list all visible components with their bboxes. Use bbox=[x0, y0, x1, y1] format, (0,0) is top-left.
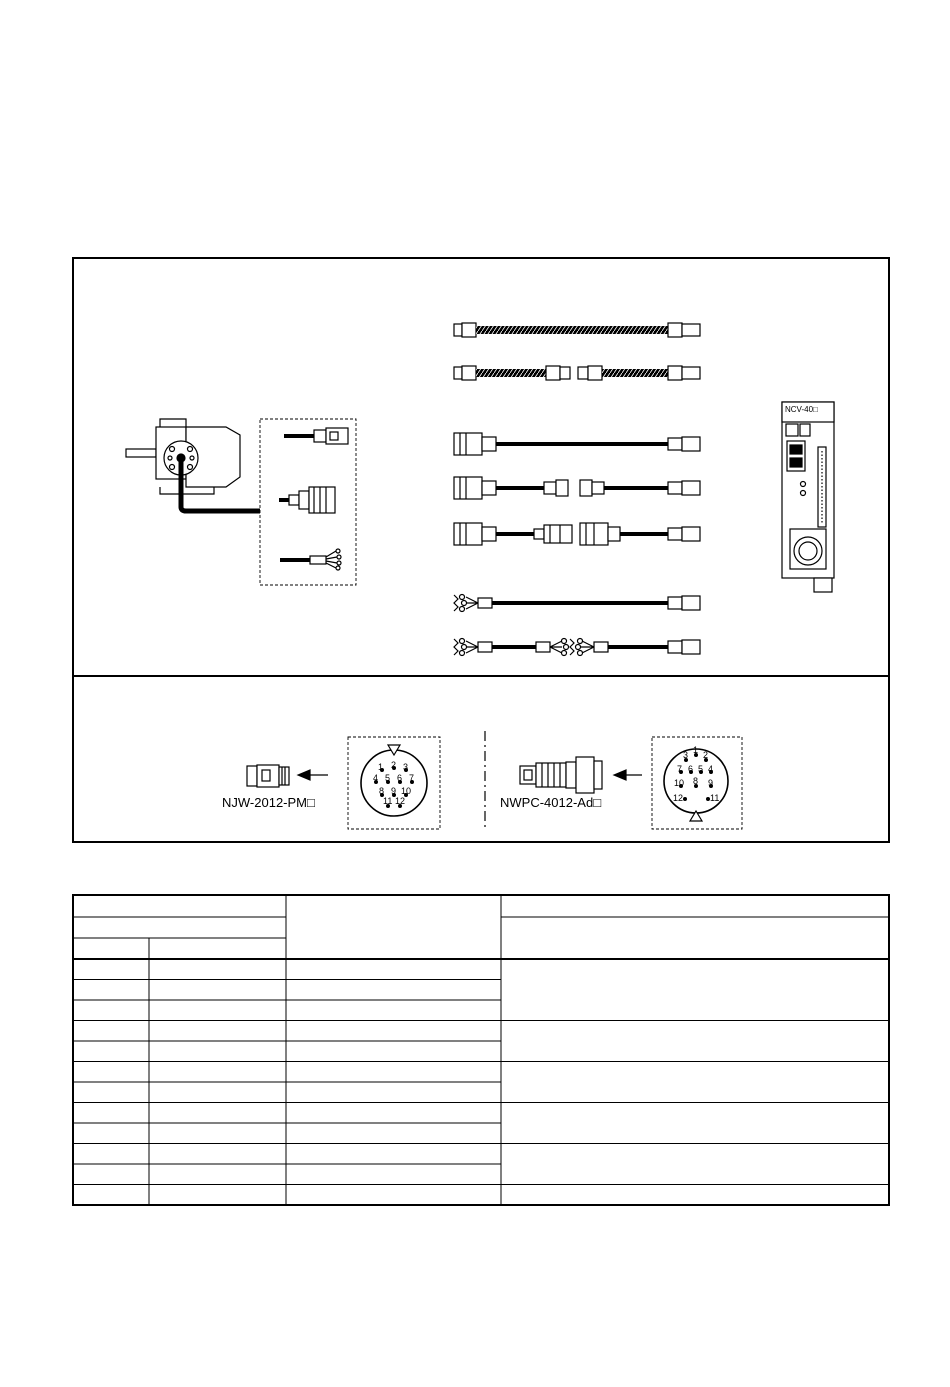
pin-label: 12 bbox=[395, 796, 406, 806]
section-divider bbox=[74, 675, 888, 677]
pin-label: 10 bbox=[401, 786, 412, 796]
pin-label: 1 bbox=[693, 745, 699, 755]
cable-row-5 bbox=[454, 523, 700, 545]
motor-connector-1 bbox=[284, 428, 348, 444]
motor-illustration bbox=[126, 419, 260, 511]
motor-connector-3-flying-leads bbox=[280, 549, 341, 570]
pin-label: 3 bbox=[403, 762, 409, 772]
cable-row-6 bbox=[454, 595, 700, 612]
pin-label: 1 bbox=[378, 762, 384, 772]
pin-label: 4 bbox=[373, 773, 379, 783]
pin-label: 6 bbox=[688, 764, 694, 774]
connector-model-label-right: NWPC-4012-Ad□ bbox=[500, 795, 602, 810]
pin-label: 11 bbox=[383, 796, 393, 806]
table-grid bbox=[74, 896, 888, 1204]
specification-table bbox=[72, 894, 890, 1206]
pin-label: 6 bbox=[397, 773, 403, 783]
pin-label: 9 bbox=[708, 778, 714, 788]
pin-label: 10 bbox=[674, 778, 685, 788]
cable-row-4 bbox=[454, 477, 700, 499]
pin-label: 12 bbox=[673, 793, 684, 803]
diagram-artwork bbox=[74, 259, 888, 841]
controller-unit bbox=[782, 402, 834, 592]
connector-plug-nwpc bbox=[520, 757, 602, 793]
connector-plug-njw bbox=[247, 765, 289, 787]
system-configuration-diagram bbox=[72, 257, 890, 843]
motor-connector-2 bbox=[279, 487, 335, 513]
pin-label: 5 bbox=[385, 773, 391, 783]
pin-label: 8 bbox=[693, 776, 699, 786]
cable-row-3 bbox=[454, 433, 700, 455]
cable-row-2 bbox=[454, 366, 700, 380]
pin-label: 7 bbox=[677, 764, 683, 774]
controller-label: NCV-40□ bbox=[785, 405, 818, 414]
pin-label: 2 bbox=[391, 760, 397, 770]
cable-row-7 bbox=[454, 639, 700, 656]
pin-label: 4 bbox=[708, 764, 714, 774]
pin-label: 5 bbox=[698, 764, 704, 774]
pin-label: 7 bbox=[409, 773, 415, 783]
pin-label: 3 bbox=[683, 750, 689, 760]
arrow-left-1 bbox=[298, 770, 328, 780]
pin-label: 2 bbox=[703, 750, 709, 760]
arrow-left-2 bbox=[614, 770, 642, 780]
pin-label: 11 bbox=[710, 793, 720, 803]
pin-label: 8 bbox=[379, 786, 385, 796]
pin-label: 9 bbox=[391, 786, 397, 796]
connector-model-label-left: NJW-2012-PM□ bbox=[222, 795, 315, 810]
cable-row-1 bbox=[454, 323, 700, 337]
